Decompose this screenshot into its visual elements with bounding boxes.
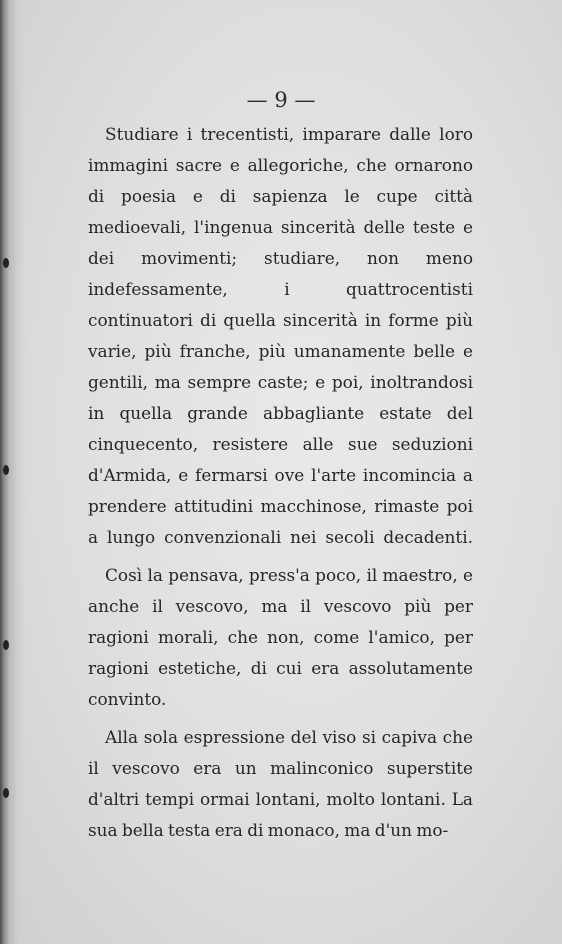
- edge-blemish: [3, 640, 9, 650]
- page-binding-edge: [0, 0, 26, 944]
- paragraph: Studiare i trecentisti, imparare dalle loro immagini sacre e allegoriche, che ornarono di poesia e di sapienza le cupe città medioevali, l'ingenua sincerità delle teste e dei movimenti; studiare, non meno indefessamente, i quattrocentisti continuatori di quella sincerità in forme più varie, più franche, più umanamente belle e gentili, ma sempre caste; e poi, inoltrandosi in quella grande abbagliante estate del cinquecento, resistere alle sue seduzioni d'Armida, e fermarsi ove l'arte incomincia a prendere attitudini macchinose, rimaste poi a lungo convenzionali nei secoli decadenti.: [88, 124, 473, 547]
- edge-blemish: [3, 465, 9, 475]
- edge-blemish: [3, 788, 9, 798]
- page-number: — 9 —: [246, 88, 316, 112]
- edge-blemish: [3, 258, 9, 268]
- paragraph: Così la pensava, press'a poco, il maestro, e anche il vescovo, ma il vescovo più per ragioni morali, che non, come l'amico, per ragioni estetiche, di cui era assolutamente convinto.: [88, 565, 473, 709]
- paragraph: Alla sola espressione del viso si capiva che il vescovo era un malinconico superstite d'altri tempi ormai lontani, molto lontani. La sua bella testa era di monaco, ma d'un mo-: [88, 727, 473, 840]
- body-text: [88, 119, 473, 846]
